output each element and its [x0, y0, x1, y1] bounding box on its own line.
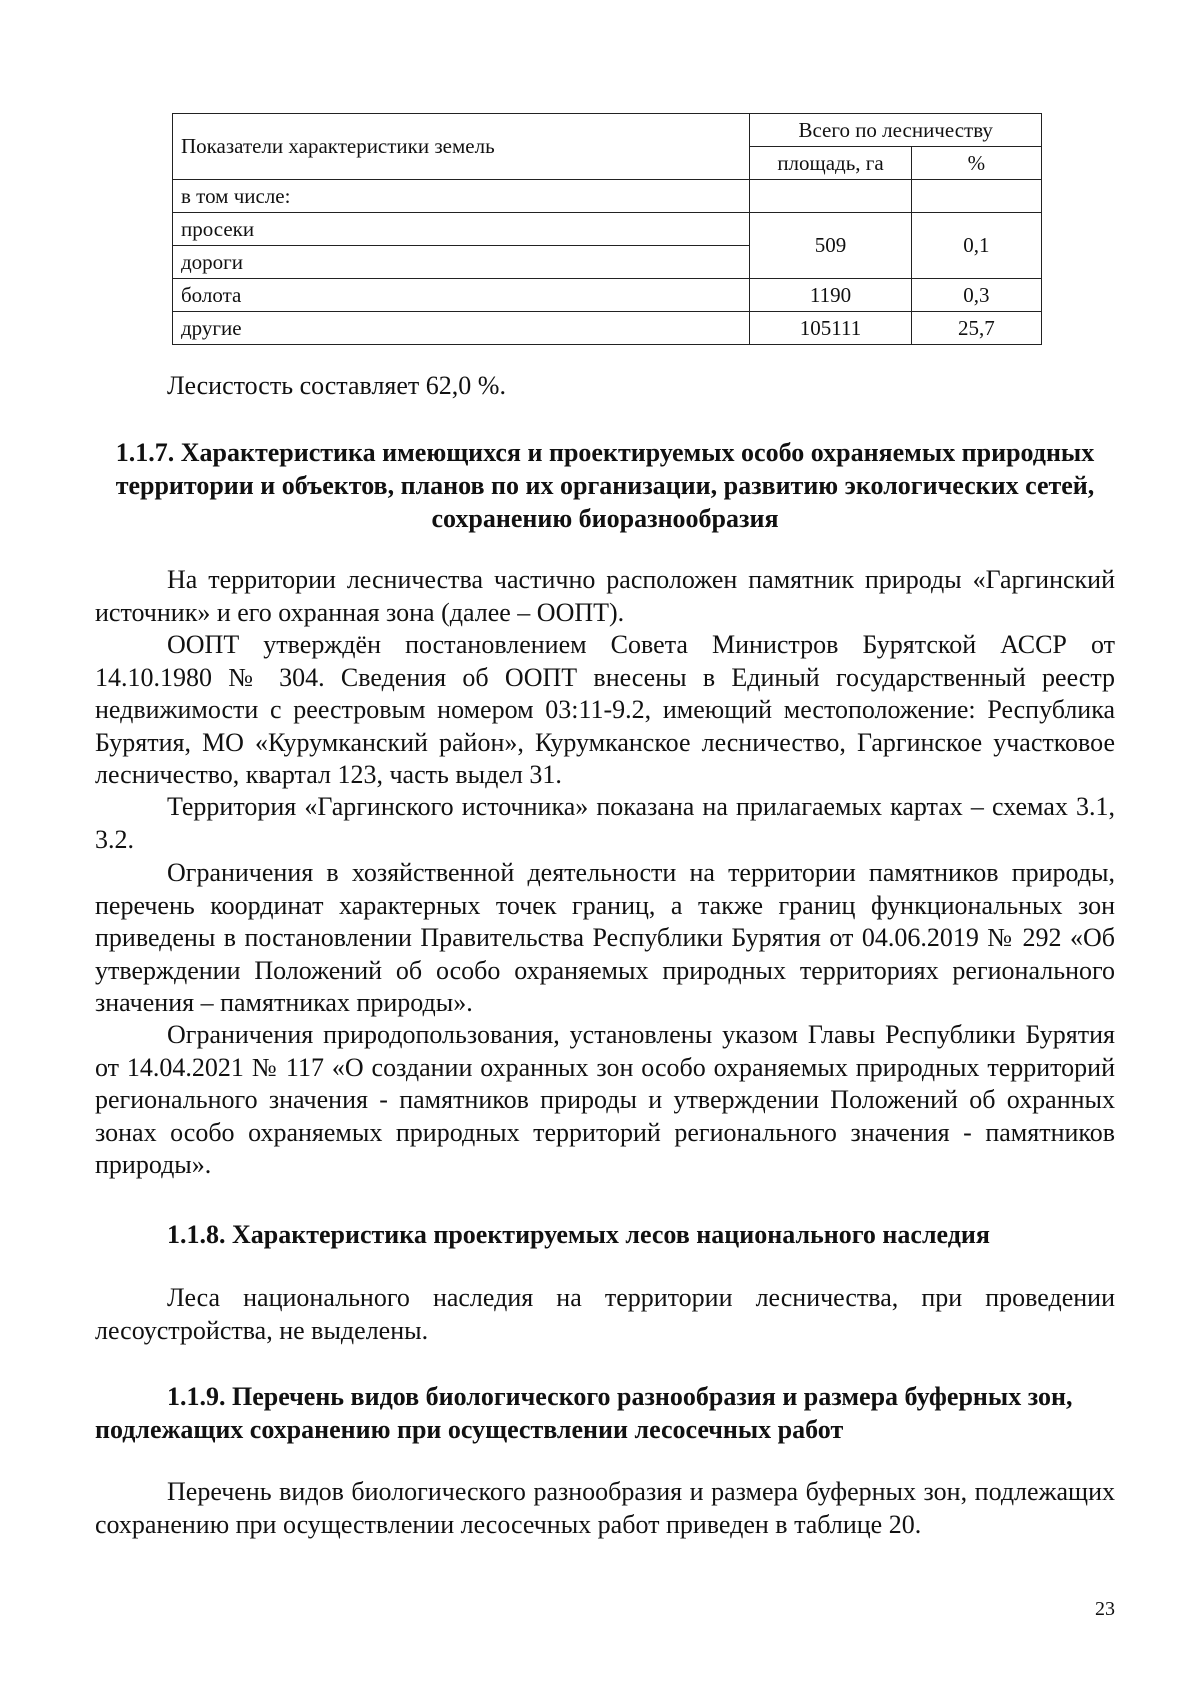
forest-cover-text: Лесистость составляет 62,0 %. [167, 371, 506, 400]
paragraph-oopt-restrictions: Ограничения в хозяйственной деятельности на территории памятников природы, перечень координат характерных точек границ, а также границ функциональных зон приведены в постановлении Правительства Республики Бурятия от 04.06.2019 № 292 «Об утверждении Положений об особо охраняемых природных территориях регионального значения – памятниках природы». [95, 858, 1115, 1017]
table-header-percent: % [911, 147, 1041, 180]
row-percent [911, 180, 1041, 213]
table-header-indicators: Показатели характеристики земель [173, 114, 750, 180]
heading-section-1-1-8: 1.1.8. Характеристика проектируемых лесов национального наследия [167, 1220, 990, 1249]
row-label: в том числе: [173, 180, 750, 213]
table-row [173, 180, 1042, 213]
table-header-total: Всего по лесничеству [750, 114, 1042, 147]
row-label: болота [173, 279, 750, 312]
row-label: другие [173, 312, 750, 345]
paragraph-national-heritage-forests: Леса национального наследия на территории лесничества, при проведении лесоустройства, не выделены. [95, 1283, 1115, 1345]
table-row [173, 312, 1042, 345]
row-percent: 25,7 [911, 312, 1041, 345]
row-area: 1190 [750, 279, 911, 312]
paragraph-oopt-approval: ООПТ утверждён постановлением Совета Министров Бурятской АССР от 14.10.1980 № 304. Сведения об ООПТ внесены в Единый государственный реестр недвижимости с реестровым номером 03:11-9.2, имеющий местоположение: Республика Бурятия, МО «Курумканский район», Курумканское лесничество, Гаргинское участковое лесничество, квартал 123, часть выдел 31. [95, 630, 1115, 789]
heading-section-1-1-7: 1.1.7. Характеристика имеющихся и проектируемых особо охраняемых природных территории и объектов, планов по их организации, развитию экологических сетей, сохранению биоразнообразия [115, 438, 1095, 533]
merged-percent-cell: 0,1 [911, 213, 1041, 279]
table-row [173, 279, 1042, 312]
table-header-area: площадь, га [750, 147, 911, 180]
row-label: дороги [173, 246, 750, 279]
row-area: 105111 [750, 312, 911, 345]
heading-section-1-1-9: 1.1.9. Перечень видов биологического разнообразия и размера буферных зон, подлежащих сохранению при осуществлении лесосечных работ [95, 1382, 1073, 1444]
paragraph-oopt-maps: Территория «Гаргинского источника» показана на прилагаемых картах – схемах 3.1, 3.2. [95, 792, 1115, 854]
paragraph-nature-use-restrictions: Ограничения природопользования, установлены указом Главы Республики Бурятия от 14.04.2021 № 117 «О создании охранных зон особо охраняемых природных территорий регионального значения - памятников природы и утверждении Положений об охранных зонах особо охраняемых природных территорий регионального значения - памятников природы». [95, 1020, 1115, 1179]
paragraph-oopt-location: На территории лесничества частично расположен памятник природы «Гаргинский источник» и его охранная зона (далее – ООПТ). [95, 565, 1115, 627]
land-characteristics-table [172, 113, 1042, 345]
page-number: 23 [1095, 1598, 1115, 1620]
table-row [173, 213, 1042, 246]
row-area [750, 180, 911, 213]
merged-area-cell: 509 [750, 213, 911, 279]
row-percent: 0,3 [911, 279, 1041, 312]
paragraph-biodiversity-list: Перечень видов биологического разнообразия и размера буферных зон, подлежащих сохранению при осуществлении лесосечных работ приведен в таблице 20. [95, 1477, 1115, 1539]
row-label: просеки [173, 213, 750, 246]
